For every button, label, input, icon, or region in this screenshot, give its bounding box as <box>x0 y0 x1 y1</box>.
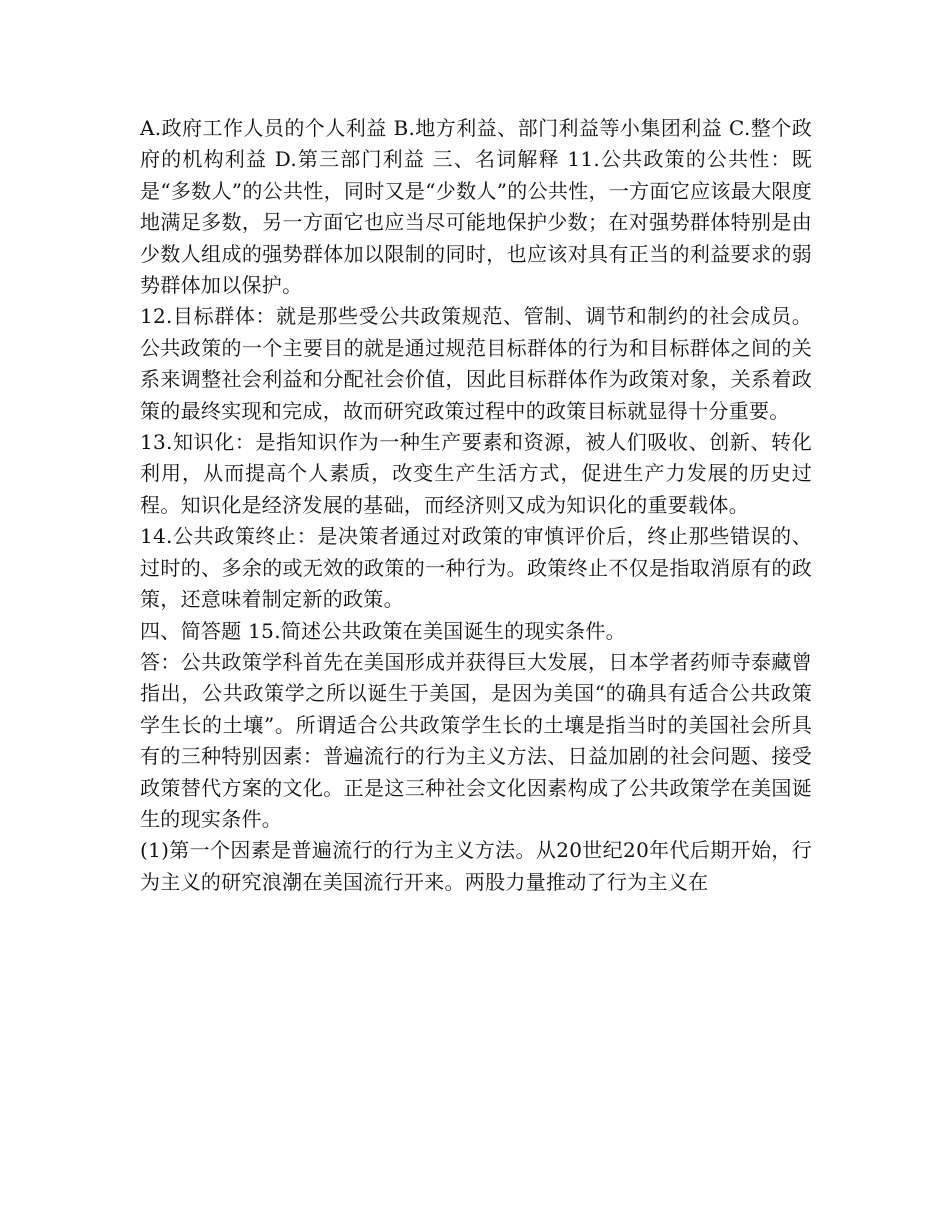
paragraph-question-15: 四、简答题 15.简述公共政策在美国诞生的现实条件。 <box>140 618 626 643</box>
paragraph-options-and-term-11: A.政府工作人员的个人利益 B.地方利益、部门利益等小集团利益 C.整个政府的机构利益 D.第三部门利益 三、名词解释 11.公共政策的公共性：既是“多数人”的公共性，同时又是“少数人”的公共性，一方面它应该最大限度地满足多数，另一方面它也应当尽可能地保护少数；在对强势群体特别是由少数人组成的强势群体加以限制的同时，也应该对具有正当的利益要求的弱势群体加以保护。 <box>140 116 812 298</box>
paragraph-factor-1: (1)第一个因素是普遍流行的行为主义方法。从20世纪20年代后期开始，行为主义的研究浪潮在美国流行开来。两股力量推动了行为主义在 <box>140 838 812 894</box>
document-body <box>140 113 812 898</box>
paragraph-term-14: 14.公共政策终止：是决策者通过对政策的审慎评价后，终止那些错误的、过时的、多余的或无效的政策的一种行为。政策终止不仅是指取消原有的政策，还意味着制定新的政策。 <box>140 524 812 612</box>
paragraph-answer: 答：公共政策学科首先在美国形成并获得巨大发展，日本学者药师寺泰藏曾指出，公共政策学之所以诞生于美国，是因为美国“的确具有适合公共政策学生长的土壤”。所谓适合公共政策学生长的土壤是指当时的美国社会所具有的三种特别因素：普遍流行的行为主义方法、日益加剧的社会问题、接受政策替代方案的文化。正是这三种社会文化因素构成了公共政策学在美国诞生的现实条件。 <box>140 649 812 831</box>
paragraph-term-12: 12.目标群体：就是那些受公共政策规范、管制、调节和制约的社会成员。公共政策的一个主要目的就是通过规范目标群体的行为和目标群体之间的关系来调整社会利益和分配社会价值，因此目标群体作为政策对象，关系着政策的最终实现和完成，故而研究政策过程中的政策目标就显得十分重要。 <box>140 304 812 423</box>
paragraph-term-13: 13.知识化：是指知识作为一种生产要素和资源，被人们吸收、创新、转化利用，从而提高个人素质，改变生产生活方式，促进生产力发展的历史过程。知识化是经济发展的基础，而经济则又成为知识化的重要载体。 <box>140 430 812 517</box>
